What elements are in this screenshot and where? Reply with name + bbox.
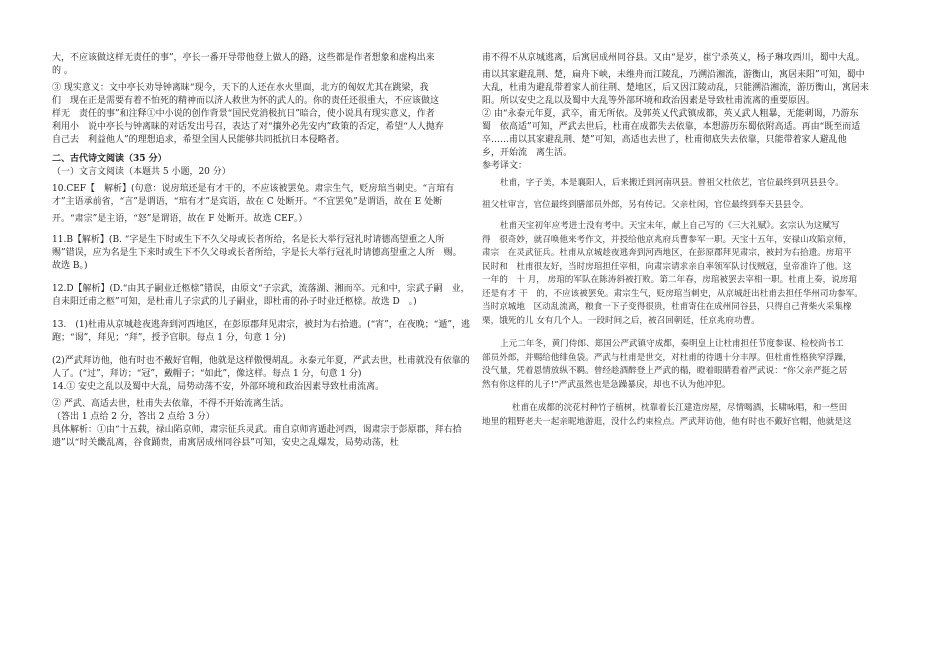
text-line: 杜甫在成都的浣花村种竹子植树，枕靠着长江建造房屋，尽情喝酒，长啸咏唱，和一些田: [512, 403, 848, 413]
spacer: [482, 392, 898, 402]
text-line: 大乱，杜甫为避乱带着家人前往荆、楚地区，后又因江陵动乱，只能溯沿湘流，游历衡山，寓居耒: [482, 83, 870, 93]
text-line: 杜甫天宝初年应考进士没有考中。天宝末年，献上自己写的《三大礼赋》。玄宗认为这赋写: [500, 221, 840, 231]
text-line: 样无 责任的事”和注释①中小说的创作背景“国民党消极抗日”暗合，使小说具有现实意义，作者: [52, 109, 435, 119]
spacer: [482, 328, 898, 338]
text-line: 参考译文：: [482, 161, 528, 171]
text-line: 的 。: [52, 66, 73, 76]
text-line: 没气量，凭着恩情放纵不羁。曾经趁酒醉登上严武的榻，瞪着眼睛看着严武说：“你父亲严挺之居: [482, 366, 848, 376]
spacer: [482, 191, 898, 199]
spacer: [52, 345, 470, 355]
spacer: [482, 212, 898, 220]
text-line: 13. (1)杜甫从京城趁夜逃奔到河西地区，在彭原郡拜见肃宗，被封为右拾遗。(“宵”，在夜晚；“遁”，逃跑；“谒”，拜见；“拜”，授予官职。每点 1 分，句意 1 分): [52, 320, 470, 343]
text-line: （答出 1 点给 2 分，答出 2 点给 3 分）: [52, 412, 215, 422]
spacer: [52, 273, 470, 283]
text-line: 开。“肃宗”是主语，“怒”是谓语，故在 F 处断开。故选 CEF。）: [52, 214, 308, 224]
text-line: 一年的 十 月， 房琯的军队在陈涛斜被打败。第二年春，房琯被罢去宰相一职。杜甫上奏，说房琯: [482, 275, 857, 285]
text-line: 乡，开始流 离生活。: [482, 148, 573, 158]
text-line: 甫以其家避乱荆、楚，扁舟下峡，未维舟而江陵乱，乃溯沿湘流，游衡山，寓居耒阳”可知，蜀中: [482, 70, 865, 80]
text-line: 上元二年冬，黄门侍郎、郑国公严武镇守成都，奏明皇上让杜甫担任节度参谋、检校尚书工: [500, 339, 844, 349]
text-line: 12.D【解析】(D.“由其子嗣业迁柩榇”错误，由原文“子宗武，流落湖、湘而卒。元和中，宗武子嗣 业，自耒阳迁甫之柩”可知，是杜甫儿子宗武的儿子嗣业，即杜甫的孙子时业迁柩榇。故选 D 。): [52, 284, 470, 307]
text-line: ② 由“永泰元年夏，武卒，甫无所依。及郭英乂代武镇成都，英乂武人粗暴，无能刺谒，乃游东: [482, 109, 859, 119]
text-line: 14.① 安史之乱以及蜀中大乱，局势动荡不安，外部环境和政治因素导致杜甫流离。: [52, 382, 385, 392]
text-line: 当时京城地 区动乱流离，粮食一下子变得很贵，杜甫寄住在成州同谷县，只得自己背柴火采集橡: [482, 302, 852, 312]
text-line: 民时和 杜甫很友好，当时房琯担任宰相，向肃宗请求亲自率领军队讨伐贼寇，皇帝准许了他。这: [482, 261, 852, 272]
text-line: (2)严武拜访他，他有时也不戴好官帽，他就是这样傲慢胡乱。永泰元年夏，严武去世，杜甫就没有依靠的人了。(“过”，拜访；“冠”，戴帽子；“如此”，像这样。每点 1 分，句意 1 分): [52, 356, 470, 379]
text-line: 卒……甫以其家避乱荆、楚”可知，高适也去世了，杜甫彻底失去依靠，只能带着家人避乱他: [482, 135, 847, 145]
left-column: [52, 52, 470, 450]
text-line: 栗，饿死的儿 女有几个人。一段时间之后，被召回朝廷，任京兆府功曹。: [482, 315, 760, 326]
text-line: 11.B【解析】(B. “字是生下时或生下不久父母或长者所给，名是长大举行冠礼时请德高望重之人所 赐”错误，应为名是生下来时或生下不久父母或长者所给，字是长大举行冠礼时请德高望重之人所 赐。故选 B。): [52, 235, 462, 271]
text-line: 然有你这样的儿子!”严武虽然也是急躁暴戾，却也不认为他冲犯。: [482, 379, 731, 390]
text-line: 阳。所以安史之乱以及蜀中大乱等外部环境和政治因素是导致杜甫流离的重要原因。: [482, 96, 816, 106]
text-line: 蜀 依高适”可知，严武去世后，杜甫在成都失去依靠，本想游历东蜀依附高适。再由“既至而适: [482, 122, 861, 132]
text-line: 自己去 利益他人”的理想追求，希望全国人民能够共同抵抗日本侵略者。: [52, 135, 345, 145]
spacer: [52, 226, 470, 234]
right-column: [482, 52, 898, 429]
text-line: ③ 现实意义：文中亭长劝导钟离昧“现今，天下的人还在水火里面，北方的匈奴尤其在跳梁，我: [52, 83, 429, 93]
text-line: 地里的粗野老夫一起亲昵地游逛，没什么约束检点。严武拜访他，他有时也不戴好官帽，他就是这: [482, 416, 852, 427]
text-line: （一）文言文阅读（本题共 5 小题，20 分）: [52, 167, 231, 177]
text-line: 部员外郎，并赐给他绯鱼袋。严武与杜甫是世交，对杜甫的待遇十分丰厚。但杜甫性格狭窄浮躁，: [482, 352, 852, 363]
spacer: [52, 309, 470, 319]
text-line: 还是有才 干 的，不应该被罢免。肃宗生气，贬房琯当刺史，从京城赶出杜甫去担任华州司功参军。: [482, 288, 863, 299]
text-line: 利用小 说中亭长与钟离昧的对话发出号召，表达了对“攘外必先安内”政策的否定，希望“人人抛弃: [52, 122, 444, 132]
text-line: 10.CEF【 解析】(句意：说房琯还是有才干的，不应该被罢免。肃宗生气，贬房琯当刺史。“言琯有: [52, 184, 455, 194]
text-line: 甫不得不从京城逃离，后寓居成州同谷县。又由“是岁，崔宁杀英乂，杨子琳攻西川，蜀中大乱。: [482, 53, 865, 63]
text-line: 肃宗 在灵武征兵。杜甫从京城趁夜逃奔到河西地区，在彭原郡拜见肃宗，被封为右拾遗。房琯平: [482, 248, 852, 258]
text-line: 祖父杜审言，官位最终到膳部员外郎，另有传记。父亲杜闲，官位最终到奉天县县令。: [482, 199, 809, 210]
section-heading: 二、古代诗文阅读（35 分）: [52, 154, 167, 164]
text-line: 杜甫，字子美，本是襄阳人，后来搬迁到河南巩县。曾祖父杜依艺，官位最终到巩县县令。: [500, 178, 844, 188]
text-line: 大，不应该做这样无责任的事”，亭长一番开导带他登上做人的路，这些都是作者想象和虚构出来: [52, 53, 435, 63]
text-line: ② 严武、高适去世，杜甫失去依靠，不得不开始流离生活。: [52, 399, 289, 409]
text-line: 具体解析：①由“十五载，禄山陷京师，肃宗征兵灵武。甫自京师宵遁赴河西，谒肃宗于彭原郡，拜右拾遗”以“时关畿乱离，谷食踊贵，甫寓居成州同谷县”可知，安史之乱爆发，局势动荡，杜: [52, 425, 462, 448]
text-line: 才”主语承前省，“言”是谓语，“琯有才”是宾语，故在 C 处断开。“不宜罢免”是谓语，故在 E 处断: [52, 197, 443, 207]
text-line: 得 很奇妙，就召唤他来考作文，并授给他京兆府兵曹参军一职。天宝十五年，安禄山攻陷京师，: [482, 234, 852, 245]
text-line: 们 现在正是需要有着不怕死的精神而以济人救世为怀的武人的。你的责任还很重大，不应该做这: [52, 96, 440, 106]
